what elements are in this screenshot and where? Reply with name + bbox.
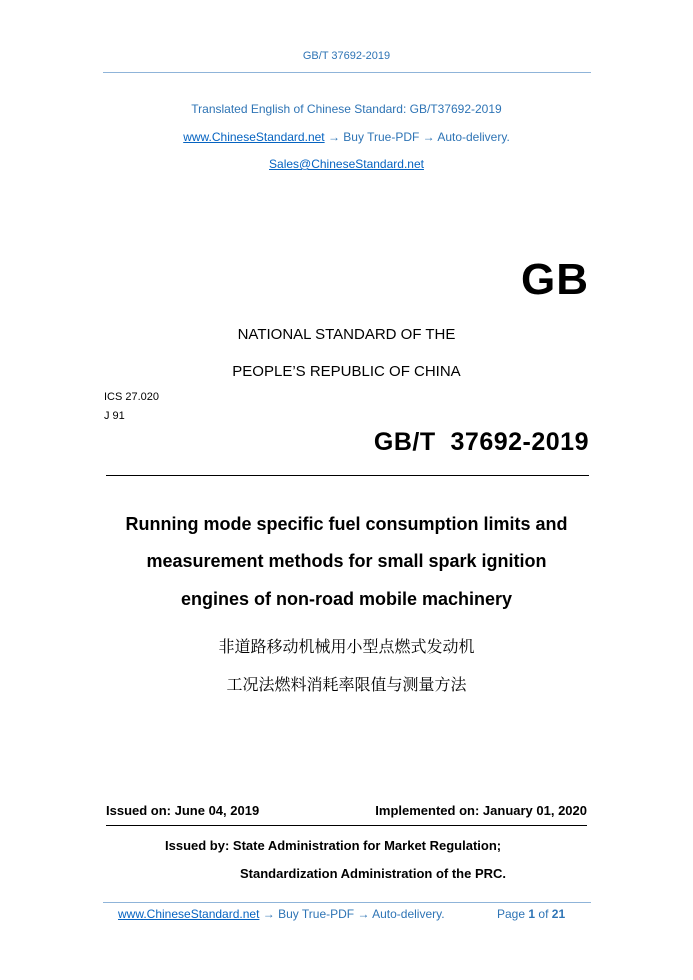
chinese-title-line-2: 工况法燃料消耗率限值与测量方法 xyxy=(226,675,467,694)
promo-email-line xyxy=(0,157,693,171)
issued-by-line-1: Issued by: State Administration for Market Regulation; xyxy=(165,838,502,853)
footer-buy-line xyxy=(118,907,445,921)
footer-divider xyxy=(103,902,591,903)
promo-translation-line: Translated English of Chinese Standard: GB/T37692-2019 xyxy=(191,102,502,116)
implemented-on-date: Implemented on: January 01, 2020 xyxy=(375,803,587,818)
issued-on-date: Issued on: June 04, 2019 xyxy=(106,803,260,818)
standard-number-rule xyxy=(106,475,589,476)
running-header-code: GB/T 37692-2019 xyxy=(302,50,391,62)
promo-buy-line xyxy=(0,130,693,144)
ics-code: ICS 27.020 xyxy=(104,391,160,403)
header-divider xyxy=(103,72,591,73)
footer-chinesestandard-link[interactable]: www.ChineseStandard.net xyxy=(118,907,260,921)
gb-mark: GB xyxy=(521,255,589,304)
page-total: 21 xyxy=(551,907,566,921)
promo-buy-text: → Buy True-PDF → Auto-delivery. xyxy=(324,130,510,144)
page-of: of xyxy=(538,907,549,921)
chinese-title-line-1: 非道路移动机械用小型点燃式发动机 xyxy=(218,637,475,656)
sales-email-link[interactable]: Sales@ChineseStandard.net xyxy=(269,157,424,171)
ccs-code: J 91 xyxy=(104,410,125,422)
page-indicator xyxy=(497,907,565,921)
page-current: 1 xyxy=(528,907,536,921)
english-title-line-3: engines of non-road mobile machinery xyxy=(180,589,513,609)
national-standard-line-2: PEOPLE’S REPUBLIC OF CHINA xyxy=(232,363,461,380)
english-title-line-2: measurement methods for small spark ignition xyxy=(146,551,547,571)
footer-buy-text: → Buy True-PDF → Auto-delivery. xyxy=(259,907,445,921)
issue-dates-rule xyxy=(106,825,587,826)
standard-number: GB/T 37692-2019 xyxy=(373,428,589,456)
page-label: Page xyxy=(497,907,526,921)
national-standard-line-1: NATIONAL STANDARD OF THE xyxy=(237,326,456,343)
issued-by-line-2: Standardization Administration of the PRC. xyxy=(240,866,507,881)
english-title-line-1: Running mode specific fuel consumption limits and xyxy=(125,514,568,534)
chinesestandard-link[interactable]: www.ChineseStandard.net xyxy=(183,130,325,144)
